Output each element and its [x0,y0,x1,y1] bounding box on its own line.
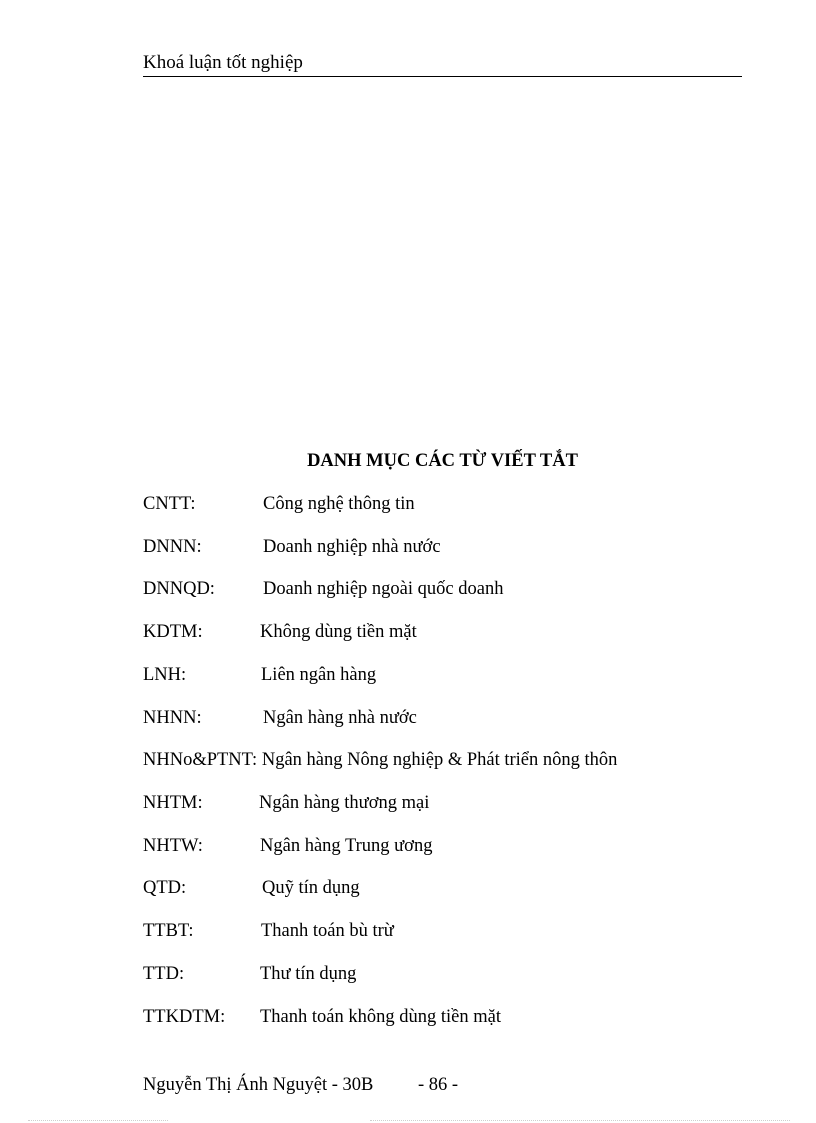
abbreviation-term: QTD: [143,878,187,898]
page-edge-divider [370,1120,790,1121]
abbreviation-definition: Ngân hàng thương mại [259,793,430,813]
abbreviation-term: DNNQD: [143,579,215,599]
abbreviation-definition: Doanh nghiệp ngoài quốc doanh [263,579,504,599]
abbreviation-definition: Không dùng tiền mặt [260,622,417,642]
abbreviation-term: KDTM: [143,622,203,642]
abbreviation-term: NHNo&PTNT: [143,750,258,770]
abbreviation-definition: Ngân hàng Nông nghiệp & Phát triển nông thôn [261,750,618,770]
footer-author: Nguyễn Thị Ánh Nguyệt - 30B [143,1075,374,1095]
page-footer [143,1074,459,1096]
abbreviation-term: NHTW: [143,836,203,856]
abbreviation-term: CNTT: [143,494,196,514]
abbreviation-term: LNH: [143,665,187,685]
abbreviation-term: TTD: [143,964,185,984]
abbreviation-definition: Thư tín dụng [260,964,357,984]
page-header [143,51,742,77]
abbreviation-term: DNNN: [143,537,202,557]
abbreviation-term: TTBT: [143,921,194,941]
abbreviation-term: NHNN: [143,708,202,728]
page-edge-divider [28,1120,168,1121]
abbreviation-definition: Công nghệ thông tin [263,494,415,514]
abbreviation-term: TTKDTM: [143,1007,226,1027]
page-number: - 86 - [418,1075,459,1095]
abbreviation-definition: Doanh nghiệp nhà nước [263,537,441,557]
abbreviation-definition: Liên ngân hàng [261,665,377,685]
abbreviation-definition: Thanh toán không dùng tiền mặt [260,1007,501,1027]
abbreviation-definition: Thanh toán bù trừ [261,921,394,941]
abbreviation-definition: Ngân hàng Trung ương [260,836,433,856]
abbreviation-definition: Ngân hàng nhà nước [263,708,417,728]
abbreviation-row [143,749,617,771]
abbreviation-definition: Quỹ tín dụng [262,878,360,898]
header-text: Khoá luận tốt nghiệp [143,52,303,73]
abbreviation-term: NHTM: [143,793,203,813]
page-title: DANH MỤC CÁC TỪ VIẾT TẮT [307,451,578,471]
